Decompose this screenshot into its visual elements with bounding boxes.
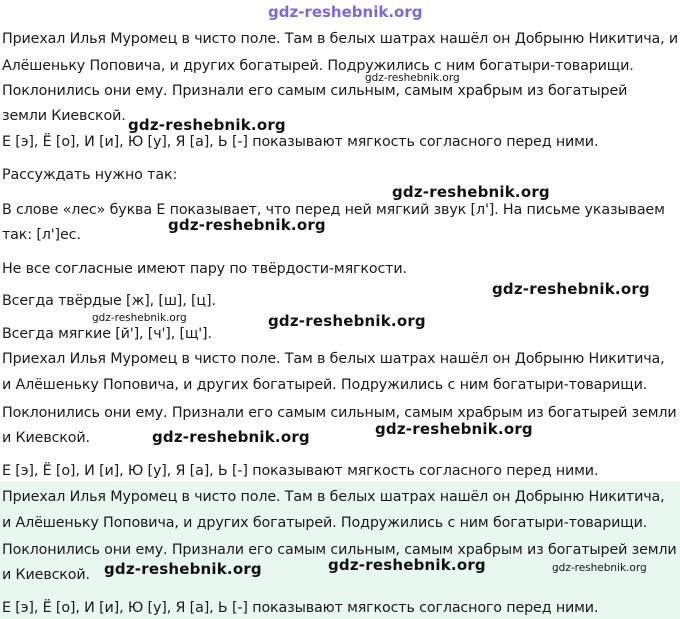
watermark: gdz-reshebnik.org [268, 312, 426, 330]
watermark: gdz-reshebnik.org [492, 280, 650, 298]
text-line: Алёшеньку Поповича, и других богатырей. Подружились с ним богатыри-товарищи. [2, 58, 634, 74]
marked-text-line: Поклонились они ему. Признали его самым сильным, самым храбрым из богатырей земли [2, 405, 677, 421]
watermark-small: gdz-reshebnik.org [365, 72, 460, 84]
text-line: Всегда твёрдые [ж], [ш], [ц]. [2, 293, 216, 309]
text-line: Не все согласные имеют пару по твёрдости-мягкости. [2, 261, 407, 277]
watermark: gdz-reshebnik.org [168, 216, 326, 234]
marked-text-line: и Киевской. [2, 430, 90, 446]
text-line: Е [э], Ё [о], И [и], Ю [у], Я [а], Ь [-] показывают мягкость согласного перед ними. [2, 463, 599, 479]
text-line: так: [л']ес. [2, 227, 81, 243]
watermark: gdz-reshebnik.org [375, 420, 533, 438]
text-line: Поклонились они ему. Признали его самым сильным, самым храбрым из богатырей [2, 83, 628, 99]
text-line: земли Киевской. [2, 108, 126, 124]
text-line: Всегда мягкие [й'], [ч'], [щ']. [2, 326, 212, 342]
watermark: gdz-reshebnik.org [128, 116, 286, 134]
watermark-small: gdz-reshebnik.org [92, 312, 187, 324]
marked-text-line: Приехал Илья Муромец в чисто поле. Там в белых шатрах нашёл он Добрыню Никитича, [2, 489, 665, 505]
text-line: Е [э], Ё [о], И [и], Ю [у], Я [а], Ь [-] показывают мягкость согласного перед ними. [2, 600, 599, 616]
watermark: gdz-reshebnik.org [152, 428, 310, 446]
marked-text-line: Приехал Илья Муромец в чисто поле. Там в белых шатрах нашёл он Добрыню Никитича, [2, 351, 665, 367]
watermark-small: gdz-reshebnik.org [552, 562, 647, 574]
text-line: Рассуждать нужно так: [2, 167, 178, 183]
marked-text-line: и Киевской. [2, 567, 90, 583]
watermark: gdz-reshebnik.org [104, 560, 262, 578]
text-line: Приехал Илья Муромец в чисто поле. Там в белых шатрах нашёл он Добрыню Никитича, и [2, 31, 679, 47]
marked-text-line: Поклонились они ему. Признали его самым сильным, самым храбрым из богатырей земли [2, 542, 677, 558]
text-line: В слове «лес» буква Е показывает, что перед ней мягкий звук [л']. На письме указываем [2, 202, 665, 218]
watermark: gdz-reshebnik.org [328, 556, 486, 574]
text-line: Е [э], Ё [о], И [и], Ю [у], Я [а], Ь [-] показывают мягкость согласного перед ними. [2, 134, 599, 150]
marked-text-line: и Алёшеньку Поповича, и других богатырей. Подружились с ним богатыри-товарищи. [2, 515, 648, 531]
watermark: gdz-reshebnik.org [392, 183, 550, 201]
site-watermark-header: gdz-reshebnik.org [268, 3, 423, 21]
marked-text-line: и Алёшеньку Поповича, и других богатырей. Подружились с ним богатыри-товарищи. [2, 377, 648, 393]
